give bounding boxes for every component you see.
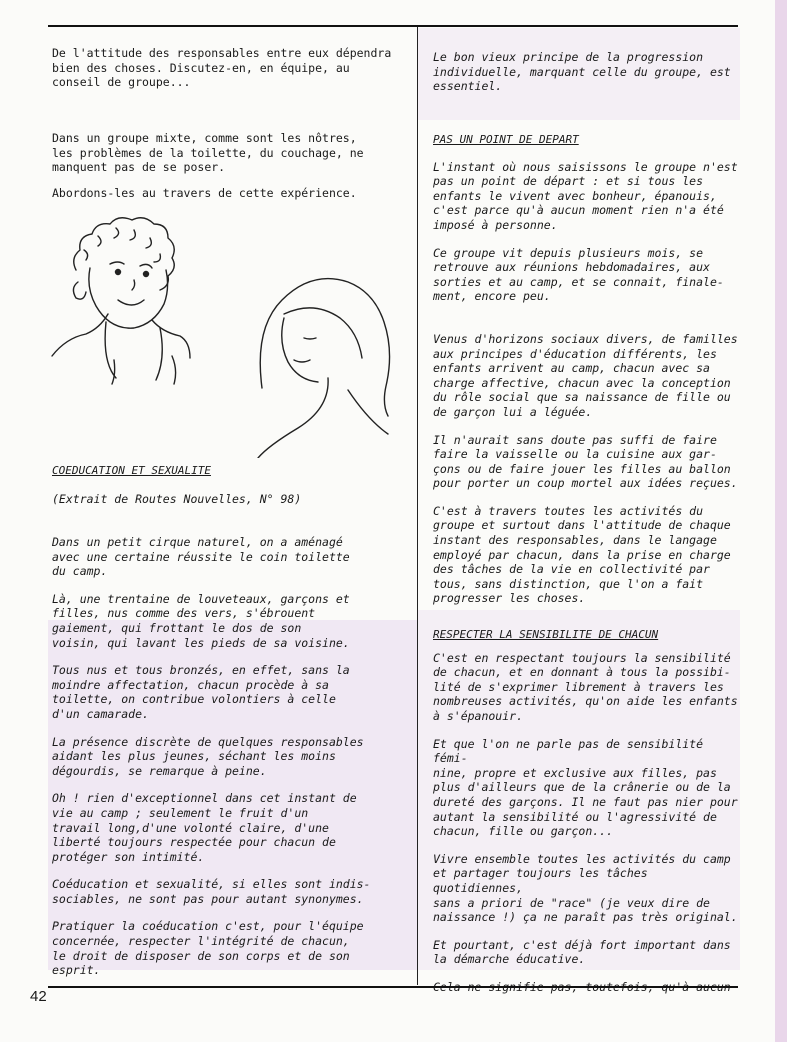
text-line: sociables, ne sont pas pour autant synonymes. xyxy=(52,891,364,906)
text-line: gaiement, qui frottant le dos de son xyxy=(52,620,302,635)
text-line: retrouve aux réunions hebdomadaires, aux xyxy=(433,260,710,275)
paragraph xyxy=(52,663,402,721)
text-line: naissance !) ça ne paraît pas très original. xyxy=(433,910,738,925)
text-line: chacun, fille ou garçon... xyxy=(433,824,614,839)
left-abordons xyxy=(52,186,402,201)
section3 xyxy=(433,628,738,994)
text-line: toilette, on contribue volontiers à celle xyxy=(52,692,336,707)
text-line: Il n'aurait sans doute pas suffi de faire xyxy=(433,432,717,447)
text-line: c'est parce qu'à aucun moment rien n'a été xyxy=(433,203,724,218)
text-line: Et pourtant, c'est déjà fort important dans xyxy=(433,937,731,952)
paragraph xyxy=(52,735,402,779)
curly-hair-child-drawing xyxy=(52,218,190,384)
text-line: enfants le vivent avec bonheur, épanouis, xyxy=(433,188,717,203)
text-line: les problèmes de la toilette, du couchage, ne xyxy=(52,145,364,160)
text-line: sans a priori de "race" (je veux dire de xyxy=(433,895,710,910)
paragraph xyxy=(433,332,738,420)
paragraph xyxy=(52,592,402,650)
illustration-children xyxy=(48,210,430,458)
text-line: nombreuses activités, qu'on aide les enfants xyxy=(433,694,738,709)
text-line: voisin, qui lavant les pieds de sa voisine. xyxy=(52,635,350,650)
text-line: esprit. xyxy=(52,963,101,978)
paragraph xyxy=(433,504,738,606)
left-intro xyxy=(52,46,402,90)
text-line: Là, une trentaine de louveteaux, garçons et xyxy=(52,591,350,606)
text-line: Ce groupe vit depuis plusieurs mois, se xyxy=(433,245,704,260)
text-line: avec une certaine réussite le coin toilette xyxy=(52,549,350,564)
text-line: instant des responsables, dans le langage xyxy=(433,533,717,548)
column-divider xyxy=(417,27,418,985)
text-line: charge affective, chacun avec la conception xyxy=(433,375,731,390)
paragraph xyxy=(433,737,738,839)
left-mixte xyxy=(52,131,402,175)
text-line: Abordons-les au travers de cette expérience. xyxy=(52,186,357,200)
text-line: Tous nus et tous bronzés, en effet, sans la xyxy=(52,663,350,678)
text-line: Dans un groupe mixte, comme sont les nôtres, xyxy=(52,131,357,145)
text-line: pour porter un coup mortel aux idées reçues. xyxy=(433,476,738,491)
text-line: protéger son intimité. xyxy=(52,849,205,864)
paragraph xyxy=(433,433,738,491)
text-line: nine, propre et exclusive aux filles, pas xyxy=(433,765,717,780)
text-line: d'un camarade. xyxy=(52,706,149,721)
source-line: (Extrait de Routes Nouvelles, N° 98) xyxy=(52,491,302,506)
paragraph xyxy=(52,791,402,864)
text-line: la démarche éducative. xyxy=(433,952,586,967)
paragraph xyxy=(433,246,738,304)
paragraph xyxy=(433,160,738,233)
text-line: pas un point de départ : et si tous les xyxy=(433,174,704,189)
text-line: dégourdis, se remarque à peine. xyxy=(52,763,267,778)
text-line: travail long,d'une volonté claire, d'une xyxy=(52,820,329,835)
text-line: de chacun, et en donnant à tous la possibi- xyxy=(433,665,731,680)
text-line: liberté toujours respectée pour chacun de xyxy=(52,835,336,850)
text-line: bien des choses. Discutez-en, en équipe, au xyxy=(52,60,350,75)
text-line: C'est en respectant toujours la sensibilité xyxy=(433,650,731,665)
section-heading: PAS UN POINT DE DEPART xyxy=(433,133,579,146)
text-line: L'instant où nous saisissons le groupe n'est xyxy=(433,159,738,174)
text-line: C'est à travers toutes les activités du xyxy=(433,503,704,518)
text-line: enfants arrivent au camp, chacun avec sa xyxy=(433,361,710,376)
text-line: filles, nus comme des vers, s'ébrouent xyxy=(52,606,316,621)
text-line: conseil de groupe... xyxy=(52,75,191,90)
paragraph xyxy=(52,535,402,579)
text-line: Et que l'on ne parle pas de sensibilité fémi- xyxy=(433,736,704,766)
text-line: La présence discrète de quelques responsables xyxy=(52,734,364,749)
text-line: aidant les plus jeunes, séchant les moins xyxy=(52,749,336,764)
text-line: autant la sensibilité ou l'agressivité de xyxy=(433,809,717,824)
page-number: 42 xyxy=(30,988,47,1005)
text-line: ment, encore peu. xyxy=(433,289,551,304)
text-line: imposé à personne. xyxy=(433,217,558,232)
paragraph xyxy=(433,938,738,967)
text-line: et partager toujours les tâches quotidiennes, xyxy=(433,866,648,895)
text-line: Pratiquer la coéducation c'est, pour l'équipe xyxy=(52,919,364,934)
text-line: aux principes d'éducation différents, les xyxy=(433,346,717,361)
text-line: Vivre ensemble toutes les activités du camp xyxy=(433,851,731,866)
section1 xyxy=(52,464,402,506)
text-line: concernée, respecter l'intégrité de chacun, xyxy=(52,934,350,949)
text-line: vie au camp ; seulement le fruit d'un xyxy=(52,805,309,820)
text-line: tous, sans distinction, que l'on a fait xyxy=(433,576,704,591)
text-line: Le bon vieux principe de la progression xyxy=(433,50,704,64)
text-line: Dans un petit cirque naturel, on a aménagé xyxy=(52,535,343,549)
text-line: De l'attitude des responsables entre eux dépendra xyxy=(52,46,392,60)
section1-body xyxy=(52,535,402,978)
right-intro xyxy=(433,50,738,94)
text-line: Oh ! rien d'exceptionnel dans cet instant de xyxy=(52,791,357,806)
page-edge-tint xyxy=(775,0,787,1042)
text-line: moindre affectation, chacun procède à sa xyxy=(52,677,329,692)
paragraph xyxy=(433,651,738,724)
text-line: de garçon lui a léguée. xyxy=(433,404,593,419)
bottom-rule xyxy=(48,986,738,988)
text-line: le droit de disposer de son corps et de son xyxy=(52,948,350,963)
straight-hair-child-drawing xyxy=(258,279,390,458)
text-line: plus d'ailleurs que de la crânerie ou de la xyxy=(433,780,731,795)
text-line: du rôle social que sa naissance de fille ou xyxy=(433,390,731,405)
text-line: dureté des garçons. Il ne faut pas nier pour xyxy=(433,794,738,809)
text-line: groupe et surtout dans l'attitude de chaque xyxy=(433,518,731,533)
text-line: à s'épanouir. xyxy=(433,708,524,723)
text-line: faire la vaisselle ou la cuisine aux gar- xyxy=(433,447,717,462)
section2 xyxy=(433,133,738,606)
text-line: sorties et au camp, et se connait, finale- xyxy=(433,274,724,289)
text-line: lité de s'exprimer librement à travers les xyxy=(433,679,724,694)
paragraph xyxy=(52,877,402,906)
text-line: employé par chacun, dans la prise en charge xyxy=(433,547,731,562)
section-heading: COEDUCATION ET SEXUALITE xyxy=(52,464,211,477)
text-line: Coéducation et sexualité, si elles sont indis- xyxy=(52,877,371,892)
text-line: essentiel. xyxy=(433,79,503,94)
text-line: des tâches de la vie en collectivité par xyxy=(433,562,710,577)
text-line: progresser les choses. xyxy=(433,591,586,606)
section-heading: RESPECTER LA SENSIBILITE DE CHACUN xyxy=(433,628,659,641)
paragraph xyxy=(52,919,402,977)
text-line: individuelle, marquant celle du groupe, est xyxy=(433,64,731,79)
text-line: du camp. xyxy=(52,564,108,579)
top-rule xyxy=(48,25,738,27)
text-line: manquent pas de se poser. xyxy=(52,160,226,175)
text-line: çons ou de faire jouer les filles au ballon xyxy=(433,461,731,476)
text-line: Venus d'horizons sociaux divers, de familles xyxy=(433,331,738,346)
paragraph xyxy=(433,852,738,925)
